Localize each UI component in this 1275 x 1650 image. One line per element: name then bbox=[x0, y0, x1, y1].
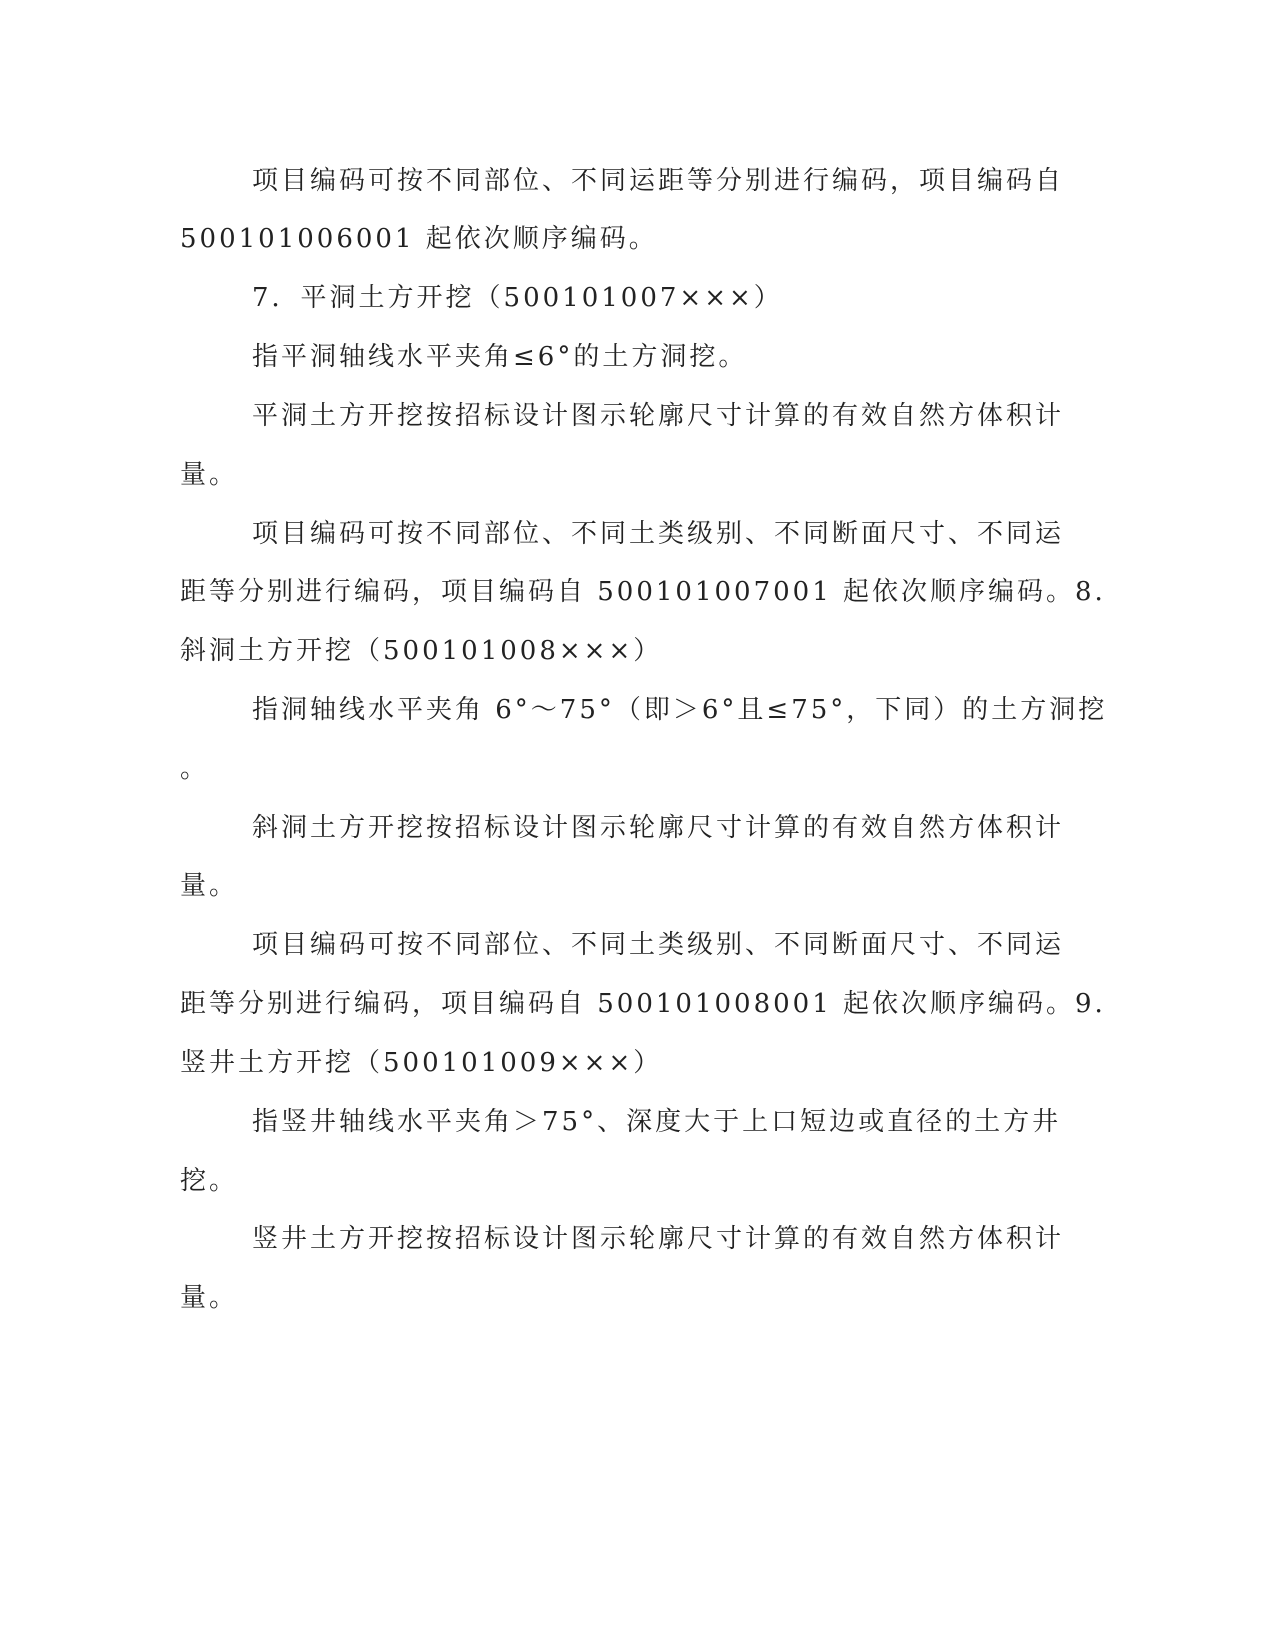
text-line: 指平洞轴线水平夹角≤6°的土方洞挖。 bbox=[252, 342, 748, 372]
text-line: 距等分别进行编码，项目编码自 500101008001 起依次顺序编码。9． bbox=[180, 989, 1124, 1019]
section-heading-7: 7．平洞土方开挖（500101007×××） bbox=[252, 283, 783, 313]
text-line: 挖。 bbox=[180, 1166, 239, 1196]
text-line: 量。 bbox=[180, 460, 239, 490]
text-line: 。 bbox=[180, 754, 210, 784]
text-line: 项目编码可按不同部位、不同土类级别、不同断面尺寸、不同运 bbox=[252, 930, 1065, 960]
text-line: 指洞轴线水平夹角 6°～75°（即＞6°且≤75°，下同）的土方洞挖 bbox=[252, 695, 1108, 725]
text-line: 项目编码可按不同部位、不同土类级别、不同断面尺寸、不同运 bbox=[252, 519, 1065, 549]
text-line: 量。 bbox=[180, 1283, 239, 1313]
text-line: 指竖井轴线水平夹角＞75°、深度大于上口短边或直径的土方井 bbox=[252, 1107, 1062, 1137]
text-line: 竖井土方开挖按招标设计图示轮廓尺寸计算的有效自然方体积计 bbox=[252, 1224, 1065, 1254]
text-line: 斜洞土方开挖按招标设计图示轮廓尺寸计算的有效自然方体积计 bbox=[252, 813, 1065, 843]
text-line: 平洞土方开挖按招标设计图示轮廓尺寸计算的有效自然方体积计 bbox=[252, 401, 1065, 431]
text-line: 项目编码可按不同部位、不同运距等分别进行编码，项目编码自 bbox=[252, 166, 1065, 196]
text-line: 500101006001 起依次顺序编码。 bbox=[180, 224, 658, 254]
text-line: 距等分别进行编码，项目编码自 500101007001 起依次顺序编码。8． bbox=[180, 577, 1124, 607]
text-line: 量。 bbox=[180, 871, 239, 901]
section-heading-9: 竖井土方开挖（500101009×××） bbox=[180, 1048, 663, 1078]
section-heading-8: 斜洞土方开挖（500101008×××） bbox=[180, 636, 663, 666]
